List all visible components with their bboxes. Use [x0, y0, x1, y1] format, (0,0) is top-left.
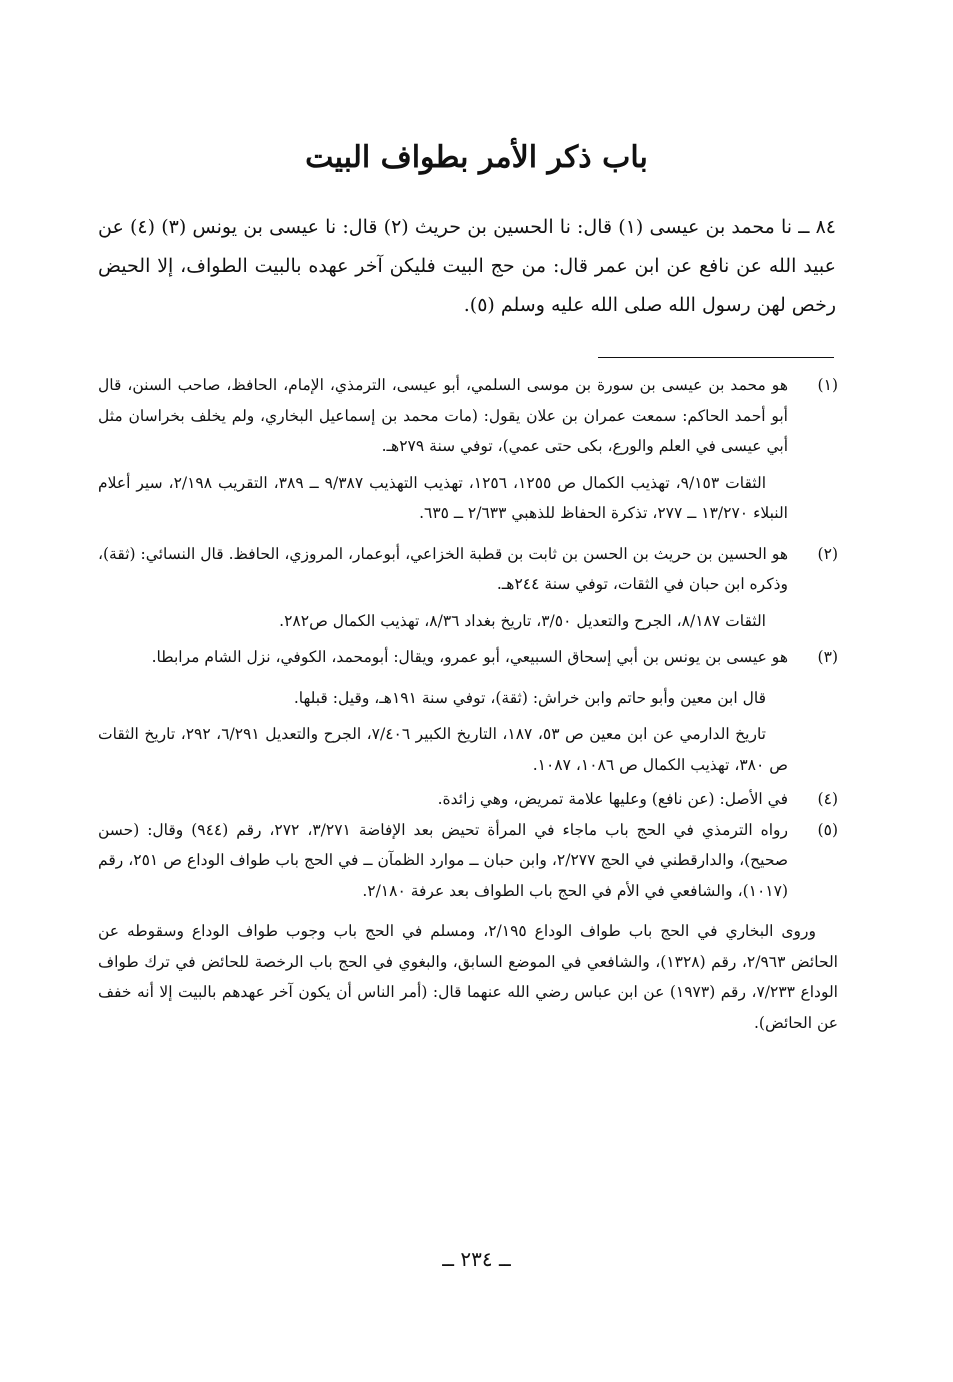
footnote-paragraph: رواه الترمذي في الحج باب ماجاء في المرأة تحيض بعد الإفاضة ٣/٢٧١، ٢٧٢، رقم (٩٤٤) وقال: (حسن صحيح)، والدارقطني في الحج ٢/٢٧٧، وابن حبان ــ موارد الظمآن ــ في الحج باب طواف الوداع ص ٢٥١، رقم (١٠١٧)، والشافعي في الأم في الحج باب الطواف بعد عرفة ٢/١٨٠.: [98, 820, 789, 900]
footnote-paragraph: هو محمد بن عيسى بن سورة بن موسى السلمي، أبو عيسى، الترمذي، الإمام، الحافظ، صاحب السنن، قال أبو أحمد الحاكم: سمعت عمران بن علان يقول: (مات محمد بن إسماعيل البخاري، ولم يخلف بخراسان مثل أبي عيسى في العلم والورع، بكى حتى عمي)، توفي سنة ٢٧٩هـ.: [98, 376, 788, 455]
hadith-paragraph: ٨٤ ــ نا محمد بن عيسى (١) قال: نا الحسين بن حريث (٢) قال: نا عيسى بن يونس (٣) (٤) عن عبيد الله عن نافع عن ابن عمر قال: من حج البيت فليكن آخر عهده بالبيت الطواف، إلا الحيض رخص لهن رسول الله صلى الله عليه وسلم (٥).: [98, 216, 836, 316]
footnote-separator: [598, 357, 834, 358]
footnote-4: [98, 784, 838, 815]
footnotes: [98, 370, 838, 1038]
footnote-paragraph: في الأصل: (عن نافع) وعليها علامة تمريض، وهي زائدة.: [437, 790, 788, 808]
footnote-body: [98, 784, 788, 815]
footnote-paragraph: قال ابن معين وأبو حاتم وابن خراش: (ثقة)، توفي سنة ١٩١هـ، وقيل: قبلها.: [293, 688, 766, 707]
footnote-number: (٣): [817, 648, 838, 666]
page-number: ــ ٢٣٤ ــ: [442, 1247, 511, 1271]
footnote-references: الثقات ٨/١٨٧، الجرح والتعديل ٣/٥٠، تاريخ بغداد ٨/٣٦، تهذيب الكمال ص٢٨٢.: [279, 611, 766, 630]
footnote-body: [98, 815, 788, 907]
footnote-number: (١): [817, 376, 838, 394]
chapter-heading: باب ذكر الأمر بطواف البيت: [305, 140, 648, 175]
footnote-references: الثقات ٩/١٥٣، تهذيب الكمال ص ١٢٥٥، ١٢٥٦، تهذيب التهذيب ٩/٣٨٧ ــ ٣٨٩، التقريب ٢/١٩٨، سير أعلام النبلاء ١٣/٢٧٠ ــ ٢٧٧، تذكرة الحفاظ للذهبي ٢/٦٣٣ ــ ٦٣٥.: [98, 473, 788, 522]
footnote-2: [98, 539, 838, 637]
footnote-references: تاريخ الدارمي عن ابن معين ص ٥٣، ١٨٧، التاريخ الكبير ٧/٤٠٦، الجرح والتعديل ٦/٢٩١، ٢٩٢، تاريخ الثقات ص ٣٨٠، تهذيب الكمال ص ١٠٨٦، ١٠٨٧.: [98, 725, 788, 774]
footnote-paragraph: هو الحسين بن حريث بن الحسن بن ثابت بن قطبة الخزاعي، أبوعمار، المروزي، الحافظ. قال النسائي: (ثقة)، وذكره ابن حبان في الثقات، توفي سنة ٢٤٤هـ.: [98, 544, 788, 593]
footnote-number: (٤): [817, 790, 838, 808]
footnote-5: [98, 815, 838, 907]
footnote-body: [98, 642, 788, 780]
footnote-1: [98, 370, 838, 529]
footnote-paragraph: هو عيسى بن يونس بن أبي إسحاق السبيعي، أبو عمرو، ويقال: أبومحمد، الكوفي، نزل الشام مرابطا.: [151, 648, 788, 666]
hadith-text: [98, 208, 836, 325]
footnote-closing-paragraph: وروى البخاري في الحج باب طواف الوداع ٢/١٩٥، ومسلم في الحج باب وجوب طواف الوداع وسقوطه عن الحائض ٢/٩٦٣، رقم (١٣٢٨)، والشافعي في الموضع السابق، والبغوي في الحج باب الرخصة للحائض في ترك طواف الوداع ٧/٢٣٣، رقم (١٩٧٣) عن ابن عباس رضي الله عنهما قال: (أمر الناس أن يكون آخر عهدهم بالبيت إلا أنه خفف عن الحائض).: [98, 922, 838, 1032]
footnote-number: (٥): [817, 820, 838, 839]
footnote-body: [98, 539, 788, 637]
footnote-number: (٢): [817, 544, 838, 563]
footnote-body: [98, 370, 788, 529]
footnote-3: [98, 642, 838, 780]
